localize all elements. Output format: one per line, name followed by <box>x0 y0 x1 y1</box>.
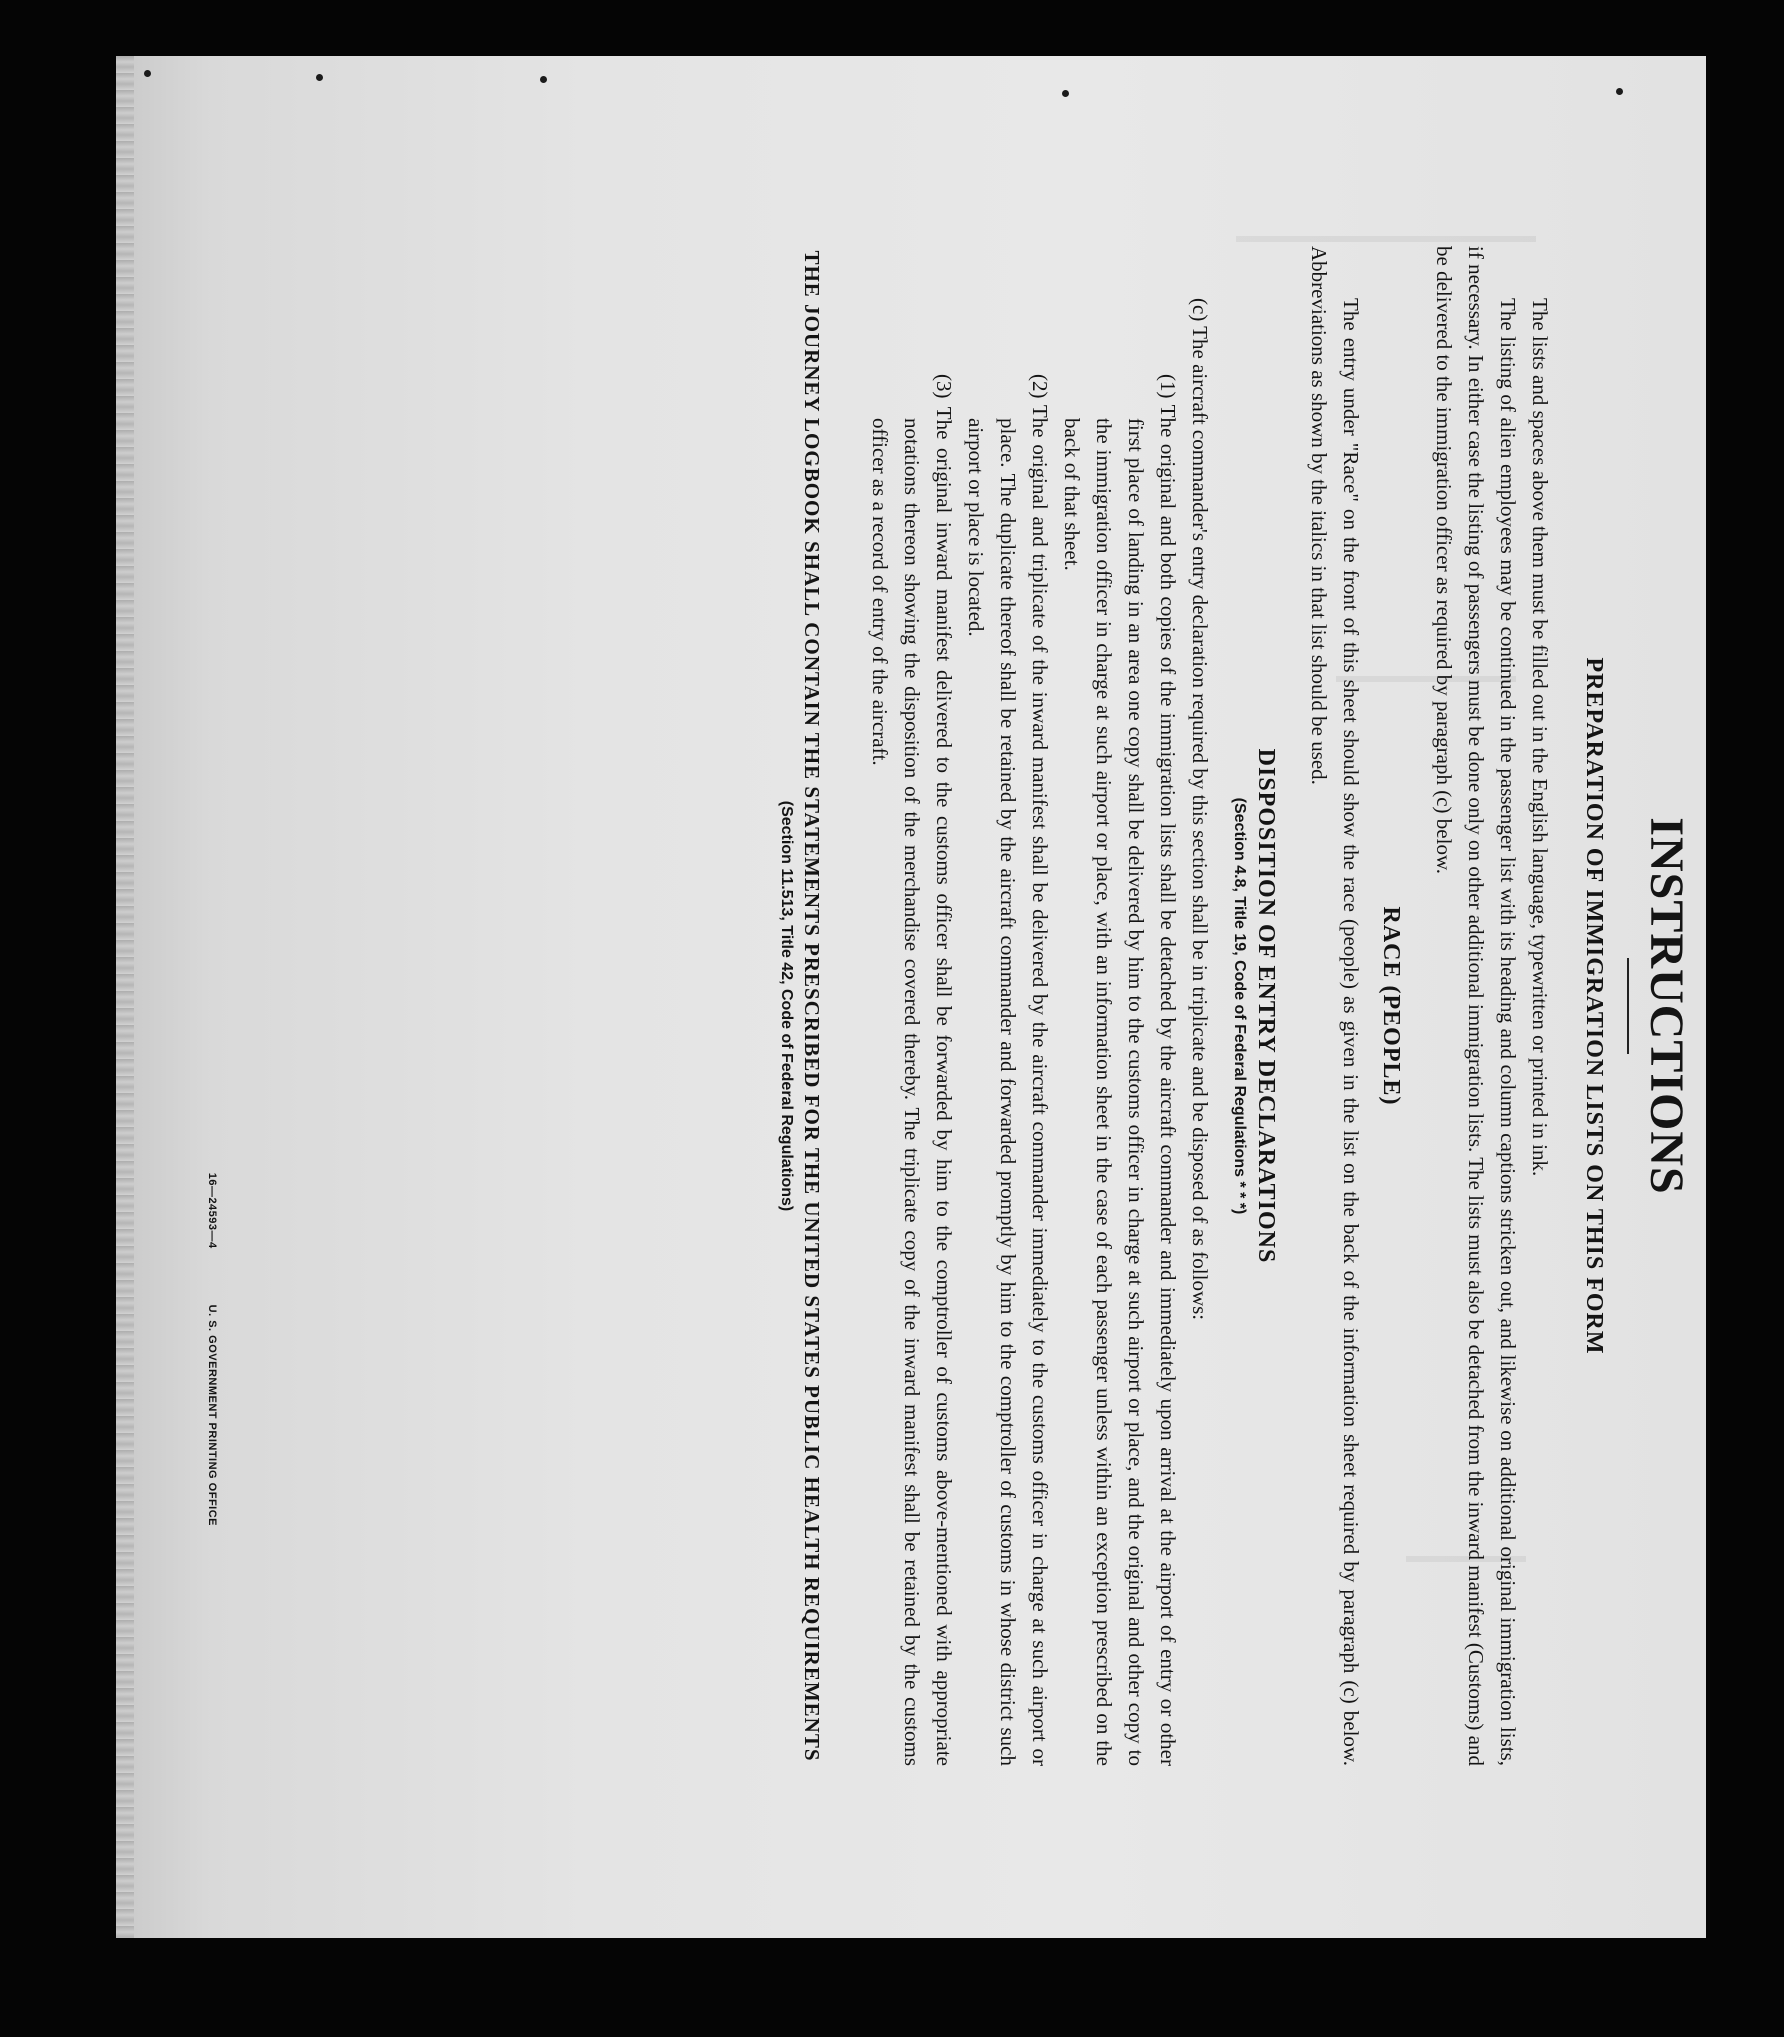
punch-mark <box>1616 88 1623 95</box>
form-number: 16—24593—4 <box>206 1172 218 1249</box>
document-title: INSTRUCTIONS <box>1640 817 1693 1195</box>
subitem-2: (2) The original and triplicate of the inward manifest shall be delivered by the aircraft commander immediately to the customs officer in charge at such airport or place. The duplicate thereof shall be retained by the aircraft commander and forwarded promptly by him to the comptroller of customs in whose district such airport or place is located. <box>964 374 1052 1766</box>
printer-name: U. S. GOVERNMENT PRINTING OFFICE <box>206 1304 218 1526</box>
punch-mark <box>540 76 547 83</box>
disposition-citation: (Section 4.8, Title 19, Code of Federal Regulations * * *) <box>1231 797 1248 1215</box>
subitem-3: (3) The original inward manifest delivered to the customs officer shall be forwarded by him to the comptroller of customs above-mentioned with appropriate notations thereon showing the disposition of the merchandise covered thereby. The triplicate copy of the inward manifest shall be retained by the customs officer as a record of entry of the aircraft. <box>868 374 956 1766</box>
subitem-1: (1) The original and both copies of the immigration lists shall be detached by the aircraft commander and immediately upon arrival at the airport of entry or other first place of landing in an area one copy shall be delivered by him to the customs officer in charge at such airport or place, and the original and other copy to the immigration officer in charge at such airport or place, with an information sheet in the case of each passenger unless within an exception prescribed on the back of that sheet. <box>1060 374 1180 1766</box>
section-heading: PREPARATION OF IMMIGRATION LISTS ON THIS FORM <box>1581 657 1607 1355</box>
footer-citation: (Section 11.513, Title 42, Code of Federal Regulations) <box>778 800 795 1212</box>
punch-mark <box>316 74 323 81</box>
punch-mark <box>144 70 151 77</box>
instruction-paragraph: The listing of alien employees may be continued in the passenger list with its heading and column captions stricken out, and likewise on additional original immigration lists, if necessary. In either case the listing of passengers must be done only on other additional immigration lists. The lists must also be detached from the inward manifest (Customs) and be delivered to the immigration officer as required by paragraph (c) below. <box>1432 246 1520 1766</box>
disposition-heading: DISPOSITION OF ENTRY DECLARATIONS <box>1253 748 1279 1264</box>
punch-mark <box>1062 90 1069 97</box>
printer-imprint <box>206 1173 218 1526</box>
footer-heading: THE JOURNEY LOGBOOK SHALL CONTAIN THE STATEMENTS PRESCRIBED FOR THE UNITED STATES PUBLIC HEALTH REQUIREMENTS <box>800 250 824 1762</box>
rotated-content <box>206 186 1706 1826</box>
title-underline <box>1627 958 1629 1054</box>
race-heading: RACE (PEOPLE) <box>1378 906 1404 1106</box>
instruction-paragraph: The lists and spaces above them must be filled out in the English language, typewritten or printed in ink. <box>1528 298 1552 1177</box>
race-paragraph: The entry under "Race" on the front of this sheet should show the race (people) as given in the list on the back of the information sheet required by paragraph (c) below. Abbreviations as shown by the italics in that list should be used. <box>1307 246 1363 1766</box>
paragraph-c: (c) The aircraft commander's entry declaration required by this section shall be in triplicate and be disposed of as follows: <box>1188 298 1212 1321</box>
scanned-document-page <box>116 56 1706 1938</box>
